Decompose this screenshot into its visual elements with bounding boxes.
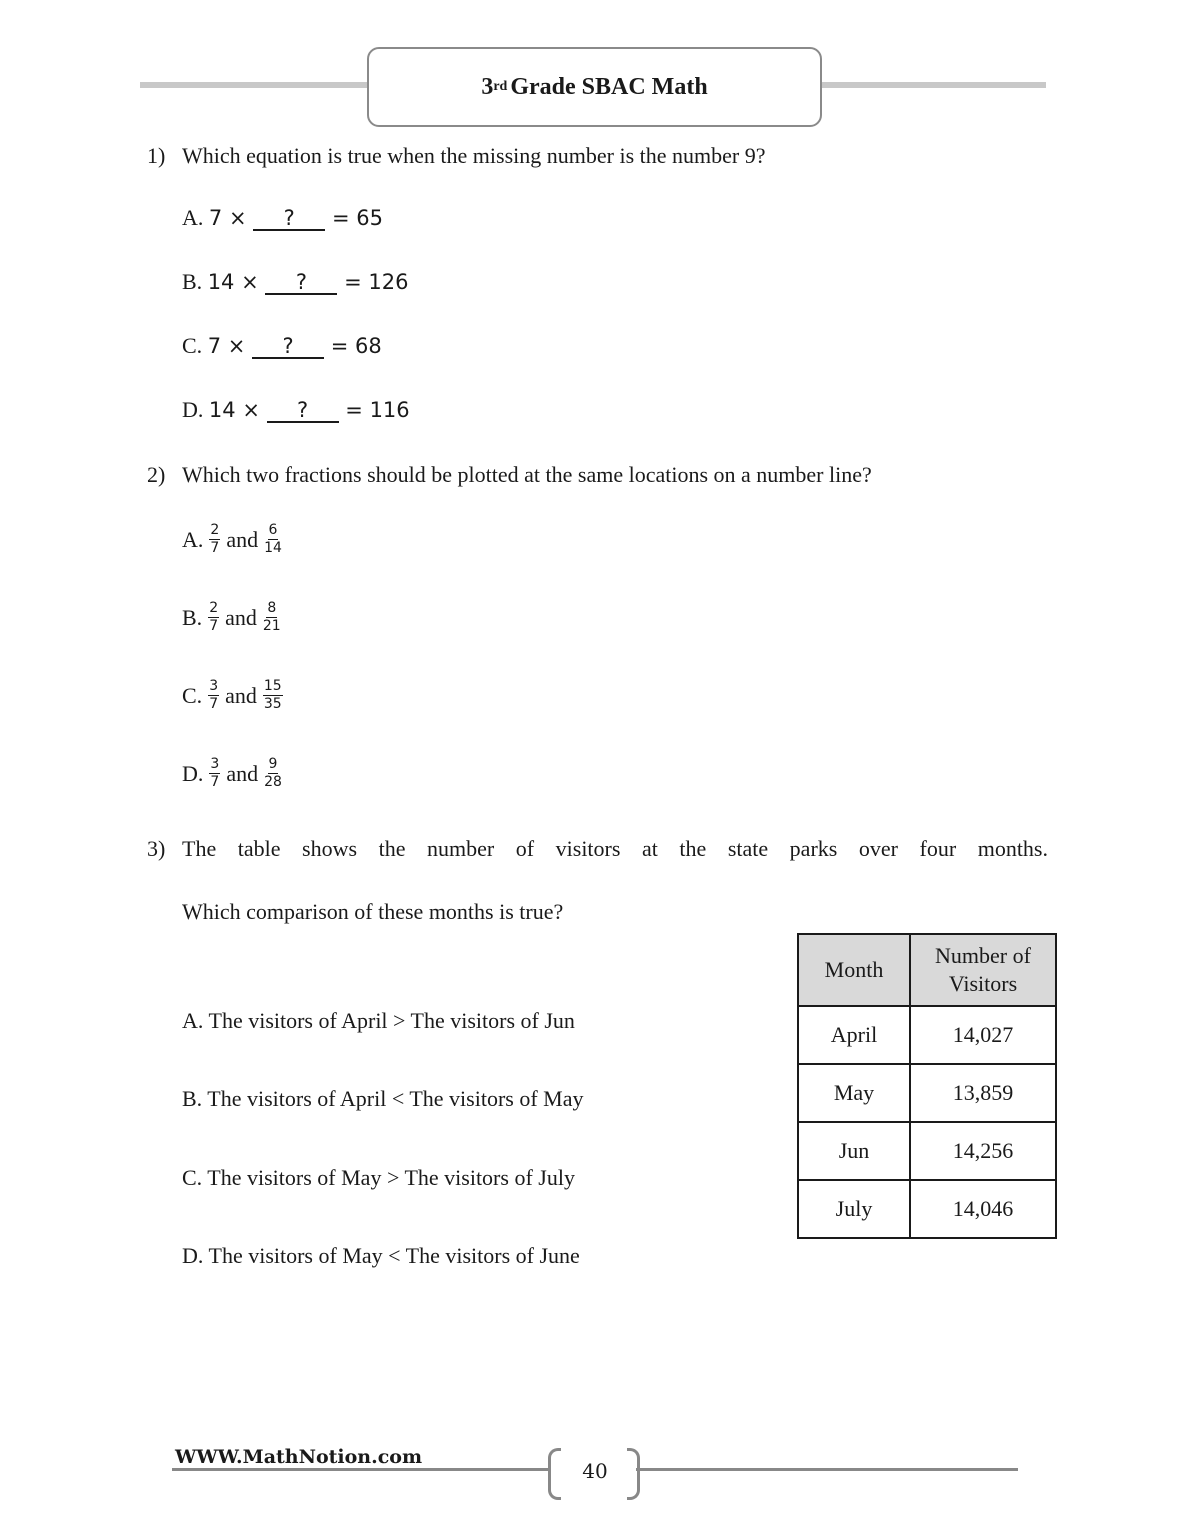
table-cell-visitors: 13,859 (910, 1064, 1056, 1122)
q1-option-c (182, 333, 382, 359)
option-letter: C. (182, 333, 203, 358)
table-cell-month: Jun (798, 1122, 910, 1180)
fraction (208, 600, 219, 635)
option-text: The visitors of May < The visitors of June (208, 1243, 580, 1268)
table-header-row (798, 934, 1056, 1006)
q3-option-d (182, 1243, 580, 1269)
table-cell-visitors: 14,256 (910, 1122, 1056, 1180)
fraction (208, 678, 219, 713)
operator: × (227, 334, 246, 358)
q2-option-d (182, 756, 284, 791)
q3-option-b (182, 1086, 584, 1112)
question-number: 2) (147, 462, 166, 487)
option-text: The visitors of April < The visitors of May (207, 1086, 584, 1111)
numerator: 6 (268, 522, 278, 538)
fraction (209, 756, 220, 791)
table-row (798, 1122, 1056, 1180)
conjunction: and (226, 526, 259, 552)
table-header-visitors: Number of Visitors (910, 934, 1056, 1006)
option-letter: C. (182, 682, 203, 708)
numerator: 8 (267, 600, 277, 616)
option-text: The visitors of April > The visitors of Jun (208, 1008, 575, 1033)
title-grade-suffix: rd (493, 79, 508, 94)
page-title (367, 47, 822, 127)
denominator: 28 (264, 774, 282, 790)
question-3-subtext: Which comparison of these months is true? (182, 899, 564, 924)
q2-option-b (182, 600, 283, 635)
blank: ? (253, 207, 325, 231)
footer-rule-right (636, 1468, 1018, 1471)
question-number: 1) (147, 143, 166, 168)
option-letter: A. (182, 526, 204, 552)
table-cell-month: April (798, 1006, 910, 1064)
option-letter: D. (182, 1243, 204, 1268)
result: = 126 (344, 270, 409, 294)
q1-option-d (182, 397, 410, 423)
option-letter: D. (182, 760, 204, 786)
header-rule-left (140, 82, 370, 88)
option-letter: D. (182, 397, 204, 422)
blank: ? (252, 335, 324, 359)
q3-option-c (182, 1165, 575, 1191)
q2-option-c (182, 678, 285, 713)
fraction (263, 600, 281, 635)
denominator: 7 (209, 696, 219, 712)
option-letter: C. (182, 1165, 203, 1190)
factor: 14 (207, 270, 235, 294)
fraction (264, 756, 282, 791)
factor: 7 (208, 206, 223, 230)
question-text: Which two fractions should be plotted at the same locations on a number line? (182, 462, 872, 487)
numerator: 9 (268, 756, 278, 772)
blank: ? (267, 399, 339, 423)
q1-option-a (182, 205, 383, 231)
table-row (798, 1064, 1056, 1122)
factor: 14 (208, 398, 236, 422)
result: = 68 (330, 334, 382, 358)
title-grade-number: 3 (481, 73, 494, 100)
denominator: 7 (209, 618, 219, 634)
option-text: The visitors of May > The visitors of July (207, 1165, 575, 1190)
operator: × (228, 206, 247, 230)
table-cell-visitors: 14,027 (910, 1006, 1056, 1064)
header-rule-right (816, 82, 1046, 88)
option-letter: B. (182, 604, 203, 630)
result: = 116 (345, 398, 410, 422)
fraction (209, 522, 220, 557)
denominator: 7 (210, 774, 220, 790)
denominator: 35 (263, 696, 282, 712)
page-number: 40 (582, 1459, 608, 1483)
visitors-table (797, 933, 1057, 1239)
numerator: 2 (209, 600, 219, 616)
numerator: 3 (210, 756, 220, 772)
table-row (798, 1006, 1056, 1064)
option-letter: A. (182, 205, 204, 230)
fraction (263, 678, 283, 713)
option-letter: A. (182, 1008, 204, 1033)
question-2 (147, 462, 872, 488)
title-text: Grade SBAC Math (510, 73, 708, 100)
operator: × (242, 398, 260, 422)
conjunction: and (225, 604, 257, 630)
q2-option-a (182, 522, 284, 557)
option-letter: B. (182, 1086, 203, 1111)
option-letter: B. (182, 269, 203, 294)
denominator: 14 (264, 540, 282, 556)
table-row (798, 1180, 1056, 1238)
factor: 7 (207, 334, 222, 358)
table-cell-month: May (798, 1064, 910, 1122)
table-header-month: Month (798, 934, 910, 1006)
denominator: 21 (262, 618, 281, 634)
table-cell-visitors: 14,046 (910, 1180, 1056, 1238)
denominator: 7 (210, 540, 220, 556)
numerator: 15 (263, 678, 282, 694)
question-3-number (147, 836, 182, 862)
footer-rule-left (172, 1468, 550, 1471)
conjunction: and (225, 682, 257, 708)
footer-url: WWW.MathNotion.com (175, 1446, 423, 1468)
question-number: 3) (147, 836, 166, 861)
question-text: Which equation is true when the missing number is the number 9? (182, 143, 766, 168)
q1-option-b (182, 269, 408, 295)
fraction (264, 522, 282, 557)
q3-option-a (182, 1008, 575, 1034)
blank: ? (265, 271, 337, 295)
numerator: 3 (209, 678, 219, 694)
numerator: 2 (210, 522, 220, 538)
result: = 65 (331, 206, 383, 230)
conjunction: and (226, 760, 259, 786)
operator: × (241, 270, 259, 294)
question-3-text: The table shows the number of visitors at the state parks over four months. (182, 836, 1048, 861)
question-1 (147, 143, 765, 169)
table-cell-month: July (798, 1180, 910, 1238)
